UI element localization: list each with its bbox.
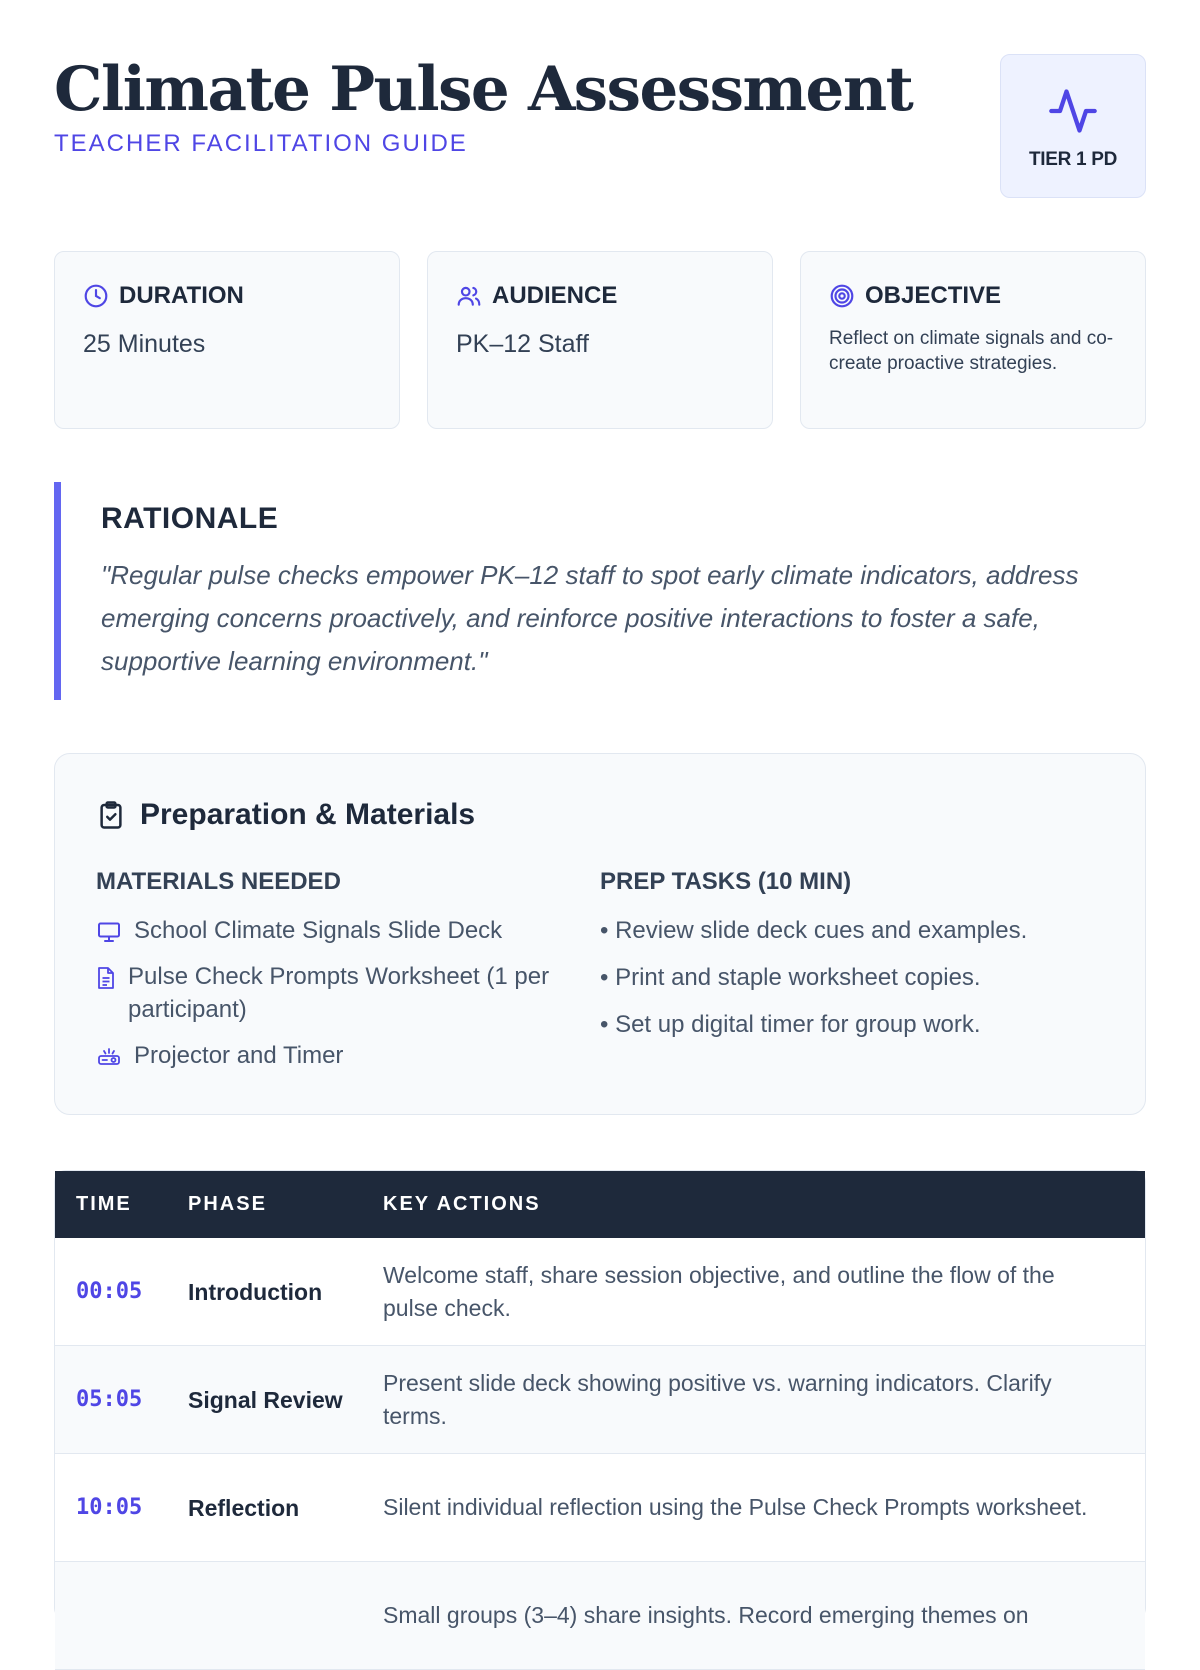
page-header (54, 52, 1146, 198)
material-item (96, 960, 600, 1026)
row-actions: Small groups (3–4) share insights. Record emerging themes on (383, 1602, 1029, 1628)
objective-title: OBJECTIVE (865, 282, 1002, 309)
material-item (96, 914, 600, 947)
table-row (55, 1346, 1145, 1454)
rationale-quote: "Regular pulse checks empower PK–12 staff to spot early climate indicators, address emerging concerns proactively, and reinforce positive interactions to foster a safe, supportive learning environment." (101, 560, 1079, 676)
projector-icon (96, 1045, 122, 1069)
page-subtitle: TEACHER FACILITATION GUIDE (54, 130, 468, 157)
document-icon (96, 966, 116, 990)
table-row (55, 1562, 1145, 1670)
row-phase: Signal Review (188, 1386, 343, 1413)
material-item (96, 1039, 600, 1072)
prep-title: Preparation & Materials (140, 798, 476, 831)
prep-tasks-title: PREP TASKS (10 MIN) (600, 868, 852, 895)
prep-materials-panel (54, 753, 1146, 1115)
table-row (55, 1454, 1145, 1562)
materials-column (96, 868, 600, 1085)
monitor-icon (96, 920, 122, 944)
summary-cards (54, 251, 1146, 429)
prep-task-item: • Review slide deck cues and examples. (600, 917, 1028, 944)
row-time: 10:05 (76, 1495, 143, 1520)
clipboard-check-icon (96, 799, 126, 831)
header-actions: KEY ACTIONS (383, 1193, 541, 1215)
material-label: Pulse Check Prompts Worksheet (1 per participant) (128, 963, 550, 1023)
duration-title: DURATION (119, 282, 244, 309)
tier-badge (1000, 54, 1146, 198)
duration-value: 25 Minutes (83, 330, 206, 358)
row-time: 00:05 (76, 1279, 143, 1304)
table-row (55, 1238, 1145, 1346)
rationale-section (54, 482, 1146, 700)
schedule-table (54, 1170, 1146, 1628)
row-actions: Silent individual reflection using the Pulse Check Prompts worksheet. (383, 1494, 1088, 1520)
users-icon (456, 283, 482, 309)
audience-title: AUDIENCE (492, 282, 618, 309)
page-title: Climate Pulse Assessment (54, 54, 913, 125)
material-label: School Climate Signals Slide Deck (134, 917, 503, 944)
header-time: TIME (76, 1193, 132, 1215)
header-phase: PHASE (188, 1193, 267, 1215)
row-actions: Welcome staff, share session objective, and outline the flow of the pulse check. (383, 1261, 1055, 1321)
audience-value: PK–12 Staff (456, 330, 589, 358)
activity-pulse-icon (1047, 85, 1099, 137)
duration-card (54, 251, 400, 429)
tier-label: TIER 1 PD (1028, 149, 1118, 170)
prep-tasks-column (600, 868, 1104, 1085)
row-phase: Reflection (188, 1494, 300, 1521)
clock-icon (83, 283, 109, 309)
row-actions: Present slide deck showing positive vs. warning indicators. Clarify terms. (383, 1369, 1052, 1429)
rationale-title: RATIONALE (101, 502, 279, 535)
row-phase: Introduction (188, 1278, 323, 1305)
target-icon (829, 283, 855, 309)
audience-card (427, 251, 773, 429)
row-time: 05:05 (76, 1387, 143, 1412)
materials-title: MATERIALS NEEDED (96, 868, 341, 895)
table-header (55, 1171, 1145, 1238)
objective-card (800, 251, 1146, 429)
objective-value: Reflect on climate signals and co-create proactive strategies. (829, 328, 1114, 374)
material-label: Projector and Timer (134, 1042, 344, 1069)
prep-task-item: • Set up digital timer for group work. (600, 1011, 981, 1038)
prep-task-item: • Print and staple worksheet copies. (600, 964, 981, 991)
